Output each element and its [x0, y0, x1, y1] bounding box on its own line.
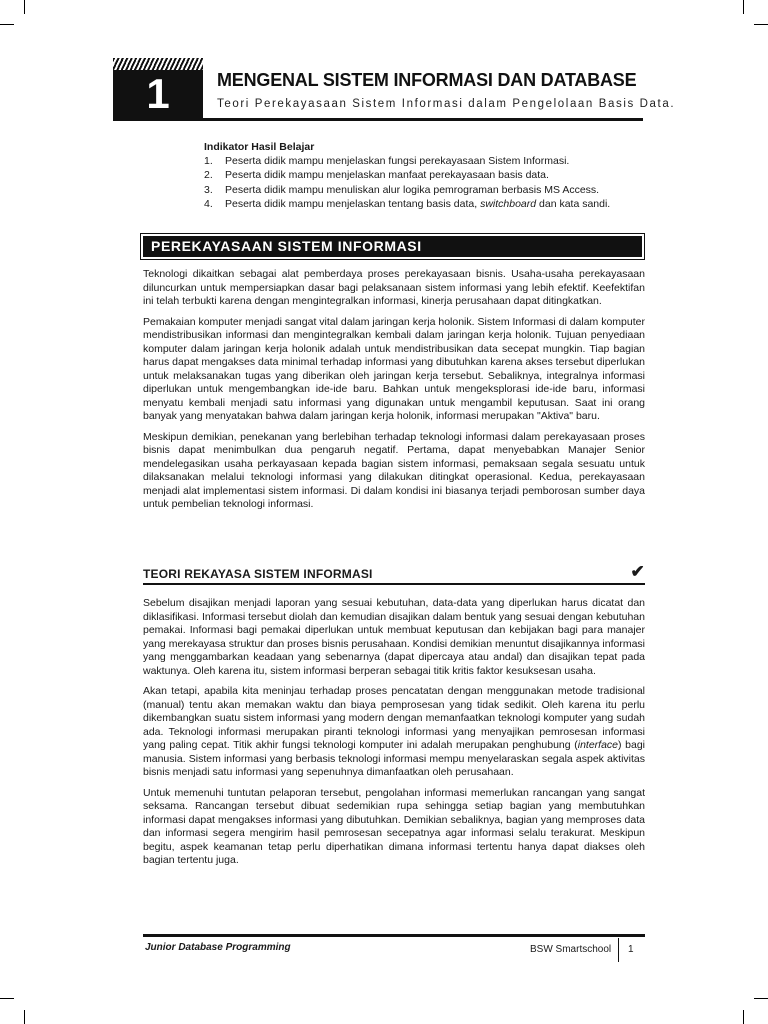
indicator-text: Peserta didik mampu menjelaskan manfaat perekayasaan basis data. — [225, 169, 549, 182]
crop-mark — [754, 24, 768, 25]
indicator-number: 4. — [204, 197, 213, 210]
chapter-number: 1 — [113, 70, 203, 118]
crop-mark — [743, 0, 744, 14]
crop-mark — [754, 998, 768, 999]
indicator-item — [204, 197, 644, 211]
indicator-heading: Indikator Hasil Belajar — [204, 141, 315, 153]
crop-mark — [0, 998, 14, 999]
chapter-title: MENGENAL SISTEM INFORMASI DAN DATABASE — [217, 70, 637, 90]
paragraph-text: ) bagi manusia. Sistem informasi yang berbasis teknologi informasi mempu menyelaraskan segala aspek aktivitas bisnis menjadi satu informasi yang sepenuhnya dimanfaatkan oleh perusahaan. — [143, 739, 645, 778]
crop-mark — [0, 24, 14, 25]
indicator-number: 1. — [204, 155, 213, 168]
paragraph: Untuk memenuhi tuntutan pelaporan tersebut, pengolahan informasi memerlukan rancangan yang sangat seksama. Rancangan tersebut dibuat sedemikian rupa sehingga setiap bagian yang membutuhkan informasi dapat mengakses informasi yang dibutuhkan. Demikian sebaliknya, bagian yang memproses data dan informasi segera mengirim hasil pemrosesan secepatnya agar informasi selalu terakurat. Meskipun begitu, aspek keamanan tetap perlu diperhatikan dimana informasi tertentu hanya dapat diakses oleh bagian tertentu juga. — [143, 786, 645, 866]
indicator-item — [204, 154, 644, 168]
footer-rule — [143, 934, 645, 937]
subsection-title: TEORI REKAYASA SISTEM INFORMASI — [143, 567, 373, 581]
indicator-text: Peserta didik mampu menjelaskan fungsi perekayasaan Sistem Informasi. — [225, 155, 570, 168]
indicator-item — [204, 168, 644, 182]
crop-mark — [743, 1010, 744, 1024]
section-title: PEREKAYASAAN SISTEM INFORMASI — [143, 236, 642, 257]
paragraph-text: Akan tetapi, apabila kita meninjau terhadap proses pencatatan dengan menggunakan metode tradisional (manual) tentu akan memakan waktu dan biaya pemprosesan yang tidak sedikit. Oleh karena itu perlu dikembangkan suatu sistem informasi yang modern dengan memanfaatkan teknologi komputer yang sudah ada. Teknologi informasi merupakan piranti teknologi informasi yang menyajikan pemrosesan informasi yang paling cepat. Titik akhir fungsi teknologi komputer ini adalah merupakan penghubung ( — [143, 685, 645, 751]
paragraph: Teknologi dikaitkan sebagai alat pemberdaya proses perekayasaan bisnis. Usaha-usaha perekayasaan diluncurkan untuk mempersiapkan dasar bagi pelaksanaan sistem informasi yang lebih efektif. Keefektifan ini telah terbukti karena dengan mengintegralkan informasi, kinerja perusahaan dapat ditingkatkan. — [143, 268, 645, 307]
subsection-heading — [143, 562, 645, 585]
page-number: 1 — [628, 944, 634, 955]
paragraph: Sebelum disajikan menjadi laporan yang sesuai kebutuhan, data-data yang diperlukan harus dicatat dan diklasifikasi. Informasi tersebut diolah dan kemudian disajikan dalam bentuk yang sesuai dengan kebutuhan pemakai. Informasi bagi pemakai diperlukan untuk membuat keputusan dan kebijakan bagi para manajer yang merekayasa struktur dan proses bisnis perusahaan. Kondisi demikian menuntut disajikannya informasi yang menggambarkan keadaan yang sebenarnya (dapat dipercaya atau andal) dan disajikan tepat pada waktunya. Oleh karena itu, sistem informasi berperan sebagai titik kritis faktor kesuksesan usaha. — [143, 597, 645, 677]
indicator-text: Peserta didik mampu menjelaskan tentang basis data, — [225, 197, 481, 210]
footer-publisher: BSW Smartschool — [530, 944, 612, 955]
indicator-text-italic: switchboard — [480, 197, 537, 210]
paragraph-text-italic: interface — [577, 739, 619, 751]
section-banner — [140, 233, 645, 260]
indicator-number: 3. — [204, 183, 213, 196]
indicator-number: 2. — [204, 169, 213, 182]
footer-divider — [618, 938, 619, 962]
learning-indicators — [204, 140, 644, 211]
section-body — [143, 268, 645, 519]
footer-book-title: Junior Database Programming — [145, 942, 291, 953]
crop-mark — [24, 0, 25, 14]
paragraph: Pemakaian komputer menjadi sangat vital dalam jaringan kerja holonik. Sistem Informasi di dalam komputer mendistribusikan informasi dan mengintegralkan kembali dalam jaringan kerja holonik. Tujuan penyediaan komputer dalam jaringan kerja holonik adalah untuk mendistribusikan data secepat mungkin. Tiap bagian harus dapat mengakses data minimal terhadap informasi yang dibutuhkan karena akses tersebut diperlukan untuk melaksanakan tugas yang diberikan oleh jaringan kerja tersebut. Sebaliknya, integralnya informasi diperlukan untuk mengembangkan ide-ide baru. Bahkan untuk mengeksplorasi ide-ide baru, informasi menyatu kembali menjadi satu informasi yang digunakan untuk mengambil keputusan. Saat ini orang banyak yang menyatakan bahwa dalam jaringan kerja holonik, informasi merupakan "Aktiva" baru. — [143, 315, 645, 422]
chapter-subtitle: Teori Perekayasaan Sistem Informasi dalam Pengelolaan Basis Data. — [217, 98, 676, 110]
indicator-text: Peserta didik mampu menuliskan alur logika pemrograman berbasis MS Access. — [225, 183, 600, 196]
subsection-body — [143, 597, 645, 875]
indicator-list — [204, 154, 644, 211]
indicator-item — [204, 183, 644, 197]
chapter-hatch-decoration — [113, 58, 203, 70]
paragraph — [143, 685, 645, 780]
crop-mark — [24, 1010, 25, 1024]
checkmark-icon: ✔ — [630, 562, 645, 581]
chapter-rule — [113, 118, 643, 121]
indicator-text: dan kata sandi. — [536, 197, 611, 210]
paragraph: Meskipun demikian, penekanan yang berlebihan terhadap teknologi informasi dalam perekayasaan proses bisnis dapat menimbulkan dua pengaruh negatif. Pertama, dapat menyebabkan Manajer Senior mendelegasikan usaha perkayasaan kepada bagian sistem informasi, pemaksaan segala sesuatu untuk dilaksanakan melalui teknologi informasi yang dilakukan ditingkat operasional. Kedua, perekayasaan menjadi alat implementasi sistem informasi. Di dalam kondisi ini biasanya terjadi pemborosan sumber daya untuk pembelian teknologi informasi. — [143, 430, 645, 510]
